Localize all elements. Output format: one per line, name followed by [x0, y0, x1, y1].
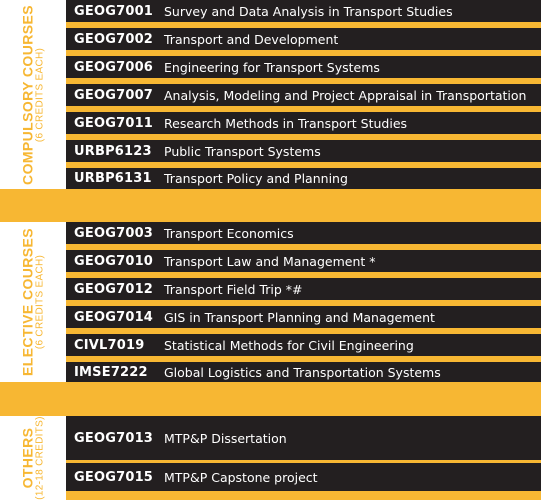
course-title: Transport Policy and Planning [164, 171, 348, 186]
course-code: CIVL7019 [74, 337, 145, 353]
group-label [20, 228, 45, 376]
course-title: Transport and Development [164, 31, 339, 47]
group-credits: (6 CREDITS EACH) [34, 47, 46, 142]
course-title: Statistical Methods for Civil Engineering [164, 337, 414, 353]
course-title: Global Logistics and Transportation Systems [164, 364, 441, 380]
group-label-panel [0, 222, 66, 382]
course-row [66, 140, 541, 162]
course-row [66, 463, 541, 491]
course-code: GEOG7012 [74, 281, 154, 297]
course-title: Analysis, Modeling and Project Appraisal in Transportation [164, 87, 527, 103]
course-code: GEOG7007 [74, 87, 154, 103]
course-row [66, 168, 541, 189]
course-title: GIS in Transport Planning and Management [164, 309, 435, 325]
course-title: Transport Field Trip *# [164, 281, 303, 297]
course-row [66, 334, 541, 356]
course-row [66, 84, 541, 106]
course-title: Public Transport Systems [164, 143, 321, 159]
course-code: GEOG7013 [74, 430, 154, 446]
course-code: GEOG7003 [74, 225, 154, 241]
group-label-panel [0, 0, 66, 189]
course-code: URBP6131 [74, 171, 152, 186]
group-label [20, 416, 45, 499]
course-code: GEOG7002 [74, 31, 154, 47]
course-code: GEOG7006 [74, 59, 154, 75]
course-code: URBP6123 [74, 143, 152, 159]
course-title: Engineering for Transport Systems [164, 59, 380, 75]
course-title: Research Methods in Transport Studies [164, 115, 408, 131]
group-title: COMPULSORY COURSES [19, 4, 36, 185]
course-code: GEOG7011 [74, 115, 154, 131]
course-row [66, 28, 541, 50]
course-row [66, 250, 541, 272]
course-title: Transport Law and Management * [164, 253, 376, 269]
course-code: GEOG7010 [74, 253, 154, 269]
group-title: ELECTIVE COURSES [19, 228, 36, 376]
group-credits: (12-18 CREDITS) [34, 416, 46, 500]
course-row [66, 222, 541, 244]
course-row [66, 416, 541, 460]
course-code: GEOG7015 [74, 469, 154, 485]
course-row [66, 362, 541, 382]
course-title: MTP&P Dissertation [164, 430, 287, 446]
course-row [66, 278, 541, 300]
course-title: Transport Economics [164, 225, 294, 241]
group-label-panel [0, 416, 66, 500]
group-title: OTHERS [19, 427, 36, 489]
course-row [66, 112, 541, 134]
course-code: GEOG7014 [74, 309, 154, 325]
group-label [20, 5, 45, 185]
course-title: Survey and Data Analysis in Transport Studies [164, 3, 453, 19]
course-code: GEOG7001 [74, 3, 154, 19]
course-row [66, 56, 541, 78]
course-title: MTP&P Capstone project [164, 469, 318, 485]
course-code: IMSE7222 [74, 364, 148, 380]
course-row [66, 306, 541, 328]
course-row [66, 0, 541, 22]
group-credits: (6 CREDITS EACH) [34, 254, 46, 350]
